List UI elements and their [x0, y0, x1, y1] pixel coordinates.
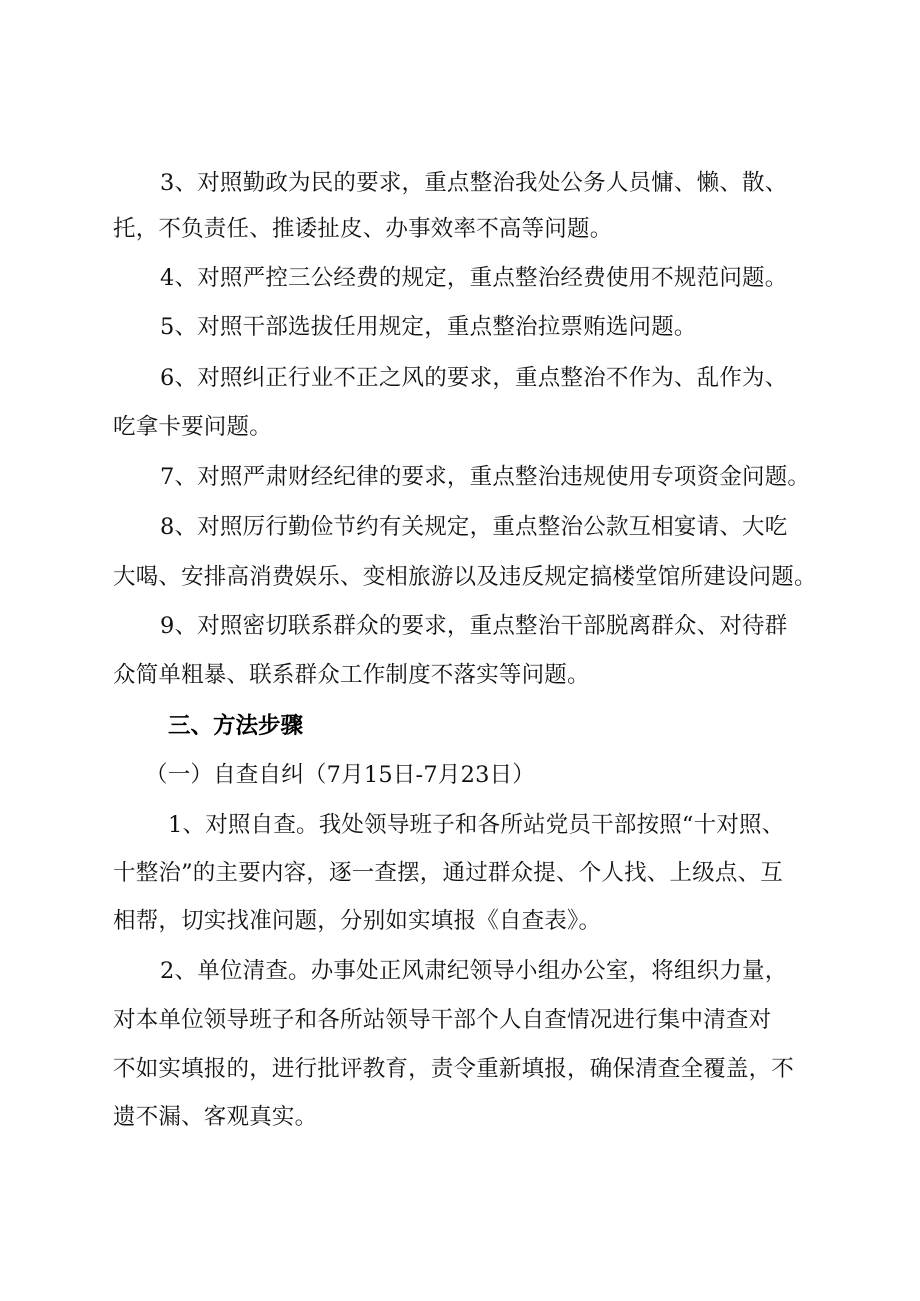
step-2-line-2: 对本单位领导班子和各所站领导干部个人自查情况进行集中清查对 — [113, 1007, 772, 1033]
step-2-line-1: 2、单位清查。办事处正风肃纪领导小组办公室，将组织力量， — [160, 958, 788, 984]
paragraph-item-3-line-1: 3、对照勤政为民的要求，重点整治我处公务人员慵、懒、散、 — [160, 170, 788, 196]
paragraph-item-6-line-1: 6、对照纠正行业不正之风的要求，重点整治不作为、乱作为、 — [160, 365, 788, 391]
subheading: （一）自查自纠（7月15日-7月23日） — [145, 762, 535, 788]
paragraph-item-4-line-1: 4、对照严控三公经费的规定，重点整治经费使用不规范问题。 — [160, 265, 788, 291]
paragraph-item-7-line-1: 7、对照严肃财经纪律的要求，重点整治违规使用专项资金问题。 — [160, 464, 811, 490]
paragraph-item-5-line-1: 5、对照干部选拔任用规定，重点整治拉票贿选问题。 — [160, 314, 697, 340]
paragraph-item-8-line-1: 8、对照厉行勤俭节约有关规定，重点整治公款互相宴请、大吃 — [160, 514, 788, 540]
step-2-line-3: 不如实填报的，进行批评教育，责令重新填报，确保清查全覆盖，不 — [113, 1056, 795, 1082]
step-1-line-2: 十整治”的主要内容，逐一查摆，通过群众提、个人找、上级点、互 — [113, 860, 784, 886]
step-1-line-1: 1、对照自查。我处领导班子和各所站党员干部按照“十对照、 — [168, 812, 785, 838]
paragraph-item-6-line-2: 吃拿卡要问题。 — [113, 414, 272, 440]
paragraph-item-8-line-2: 大喝、安排高消费娱乐、变相旅游以及违反规定搞楼堂馆所建设问题。 — [113, 564, 817, 590]
step-1-line-3: 相帮，切实找准问题，分别如实填报《自查表》。 — [113, 908, 602, 934]
paragraph-item-3-line-2: 托，不负责任、推诿扯皮、办事效率不高等问题。 — [113, 216, 613, 242]
step-2-line-4: 遗不漏、客观真实。 — [113, 1104, 318, 1130]
paragraph-item-9-line-1: 9、对照密切联系群众的要求，重点整治干部脱离群众、对待群 — [160, 613, 788, 639]
paragraph-item-9-line-2: 众简单粗暴、联系群众工作制度不落实等问题。 — [113, 662, 590, 688]
section-heading: 三、方法步骤 — [168, 713, 304, 739]
